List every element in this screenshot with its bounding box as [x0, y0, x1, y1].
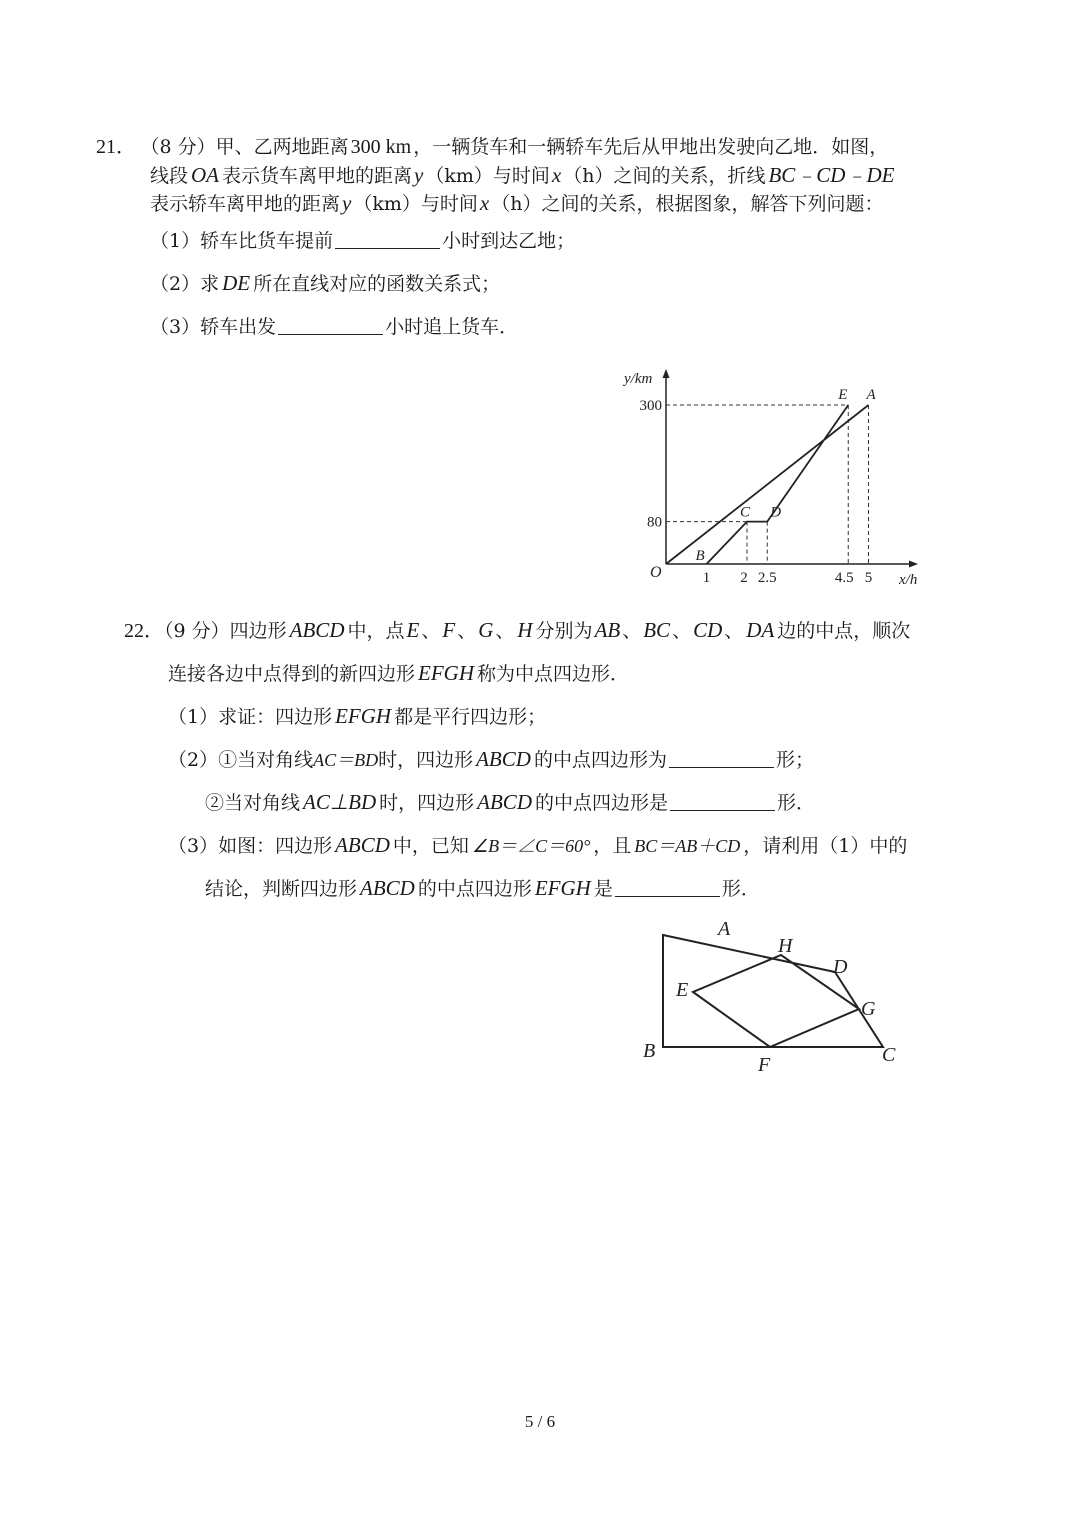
q22-text: 、 [724, 620, 744, 642]
q21-text: 表示轿车离甲地的距离 [150, 193, 341, 215]
q21-score: （8 分） [150, 136, 216, 158]
q21-text: （h）之间的关系，根据图象，解答下列问题： [491, 193, 884, 215]
x-tick-label: 2.5 [757, 570, 777, 586]
point-label-d: D [770, 504, 782, 521]
q22-text: 连接各边中点得到的新四边形 [168, 663, 416, 685]
quad-efgh: EFGH [418, 661, 475, 685]
q22-text: 四边形 [229, 620, 287, 642]
quadrilateral-figure [630, 915, 920, 1080]
quad-abcd: ABCD [335, 833, 390, 857]
q22-text: 分别为 [535, 620, 593, 642]
origin-label: O [650, 564, 662, 581]
q21-part3-text: 小时追上货车． [385, 316, 519, 338]
y-axis-arrow [663, 369, 670, 378]
segment-de: DE [222, 271, 251, 295]
q21-text: 甲、乙两地距离 [215, 136, 349, 158]
condition-ac-eq-bd: AC＝BD [313, 750, 379, 770]
point-label-e: E [838, 387, 848, 403]
point-label-c: C [740, 504, 751, 521]
condition-ac-perp-bd: AC⊥BD [303, 790, 377, 814]
point-e: E [406, 618, 420, 642]
point-g: G [478, 618, 494, 642]
label-f: F [758, 1054, 771, 1076]
label-b: B [643, 1040, 656, 1062]
q22-score: （9 分） [164, 620, 230, 642]
q22-text: 、 [495, 620, 515, 642]
y-tick-label: 300 [639, 398, 662, 414]
point-label-a: A [866, 387, 876, 403]
side-bc: BC [643, 618, 671, 642]
q21-part2-text: （2）求 [150, 273, 220, 295]
q22-part3-text: 中，已知 [392, 835, 469, 857]
q21-text: （h）之间的关系，折线 [563, 165, 766, 187]
q22-part-3-line-2 [205, 875, 760, 902]
q21-line-1 [96, 134, 888, 160]
q22-text: 、 [672, 620, 692, 642]
condition-angles: ∠B＝∠C＝60° [471, 836, 591, 856]
quad-abcd: ABCD [477, 790, 532, 814]
point-f: F [442, 618, 456, 642]
y-tick-label: 80 [647, 514, 662, 531]
page-number: 5 / 6 [524, 1412, 556, 1431]
q22-text: 、 [421, 620, 441, 642]
q21-part1-text: （1）轿车比货车提前 [150, 230, 334, 252]
label-d: D [833, 956, 848, 978]
q21-part-3 [150, 314, 518, 340]
q21-line-2 [150, 162, 894, 189]
q21-part-1 [150, 228, 575, 254]
quad-efgh: EFGH [335, 704, 392, 728]
x-tick-label: 4.5 [834, 570, 854, 586]
var-y: y [414, 163, 424, 187]
label-h: H [778, 935, 793, 957]
q21-line-3 [150, 190, 883, 217]
quad-abcd: ABCD [476, 747, 531, 771]
q21-text: （km）与时间 [353, 193, 478, 215]
q21-part1-text: 小时到达乙地； [442, 230, 576, 252]
q21-text: （km）与时间 [425, 165, 550, 187]
var-y: y [342, 191, 352, 215]
q21-text: 表示货车离甲地的距离 [222, 165, 413, 187]
series-bc-cd-de [707, 405, 849, 564]
q21-part-2 [150, 270, 500, 297]
side-ab: AB [594, 618, 621, 642]
answer-blank[interactable] [335, 228, 440, 249]
q22-part3-text: 形． [721, 878, 760, 900]
point-h: H [517, 618, 533, 642]
x-tick-label: 1 [702, 570, 711, 586]
answer-blank[interactable] [278, 314, 383, 335]
label-c: C [882, 1044, 896, 1066]
q22-part2-text: 时，四边形 [379, 792, 475, 814]
side-da: DA [746, 618, 775, 642]
q21-part3-text: （3）轿车出发 [150, 316, 277, 338]
q22-part1-text: 都是平行四边形； [394, 706, 547, 728]
x-tick-label: 2 [740, 570, 748, 586]
quad-efgh: EFGH [534, 876, 591, 900]
segment-oa: OA [191, 163, 220, 187]
q21-part2-text: 所在直线对应的函数关系式； [253, 273, 501, 295]
q22-text: 、 [457, 620, 477, 642]
q22-part2-text: 形． [777, 792, 816, 814]
var-x: x [479, 191, 490, 215]
q22-text: 边的中点，顺次 [777, 620, 911, 642]
q22-part-1 [168, 703, 546, 730]
quad-abcd: ABCD [360, 876, 415, 900]
distance-time-graph [620, 365, 940, 590]
q22-line-1 [124, 617, 910, 644]
q22-line-2 [168, 660, 629, 687]
q22-part2-text: （2）①当对角线 [168, 749, 314, 771]
q22-number: 22． [124, 620, 164, 642]
q22-part3-text: 是 [593, 878, 613, 900]
q22-part2-text: 的中点四边形为 [533, 749, 667, 771]
answer-blank[interactable] [615, 876, 720, 897]
q22-text: 称为中点四边形． [477, 663, 630, 685]
q22-part2-text: 形； [775, 749, 814, 771]
q22-part3-text: （3）如图：四边形 [168, 835, 333, 857]
q22-part-2b [205, 789, 815, 816]
side-cd: CD [693, 618, 723, 642]
q22-part-2a [168, 746, 814, 773]
q22-part3-text: 结论，判断四边形 [205, 878, 358, 900]
q22-part3-text: ，请利用（1）中的 [743, 835, 908, 857]
label-e: E [676, 979, 689, 1001]
q22-part2-text: ②当对角线 [205, 792, 301, 814]
condition-sides: BC＝AB＋CD [634, 836, 741, 856]
x-tick-label: 5 [864, 570, 873, 586]
polyline-bcde: BC﹣CD﹣DE [768, 163, 895, 187]
q22-part1-text: （1）求证：四边形 [168, 706, 333, 728]
q22-part3-text: 的中点四边形 [417, 878, 532, 900]
q22-part2-text: 时，四边形 [378, 749, 474, 771]
var-x: x [551, 163, 562, 187]
q22-part3-text: ，且 [593, 835, 632, 857]
x-axis-label: x/h [899, 572, 918, 588]
q22-text: 、 [622, 620, 642, 642]
label-a: A [718, 918, 731, 940]
answer-blank[interactable] [670, 790, 775, 811]
q22-part2-text: 的中点四边形是 [534, 792, 668, 814]
series-oa [666, 405, 869, 564]
y-axis-label: y/km [624, 371, 653, 387]
q22-part-3 [168, 832, 907, 859]
q22-text: 中，点 [347, 620, 405, 642]
label-g: G [861, 998, 876, 1020]
point-label-b: B [695, 548, 705, 564]
q21-text: 线段 [150, 165, 189, 187]
x-axis-arrow [909, 561, 918, 568]
q21-text: ，一辆货车和一辆轿车先后从甲地出发驶向乙地．如图， [413, 136, 889, 158]
q21-distance: 300 km [350, 136, 412, 158]
q21-number: 21． [96, 136, 136, 158]
quad-abcd: ABCD [289, 618, 345, 642]
answer-blank[interactable] [669, 747, 774, 768]
